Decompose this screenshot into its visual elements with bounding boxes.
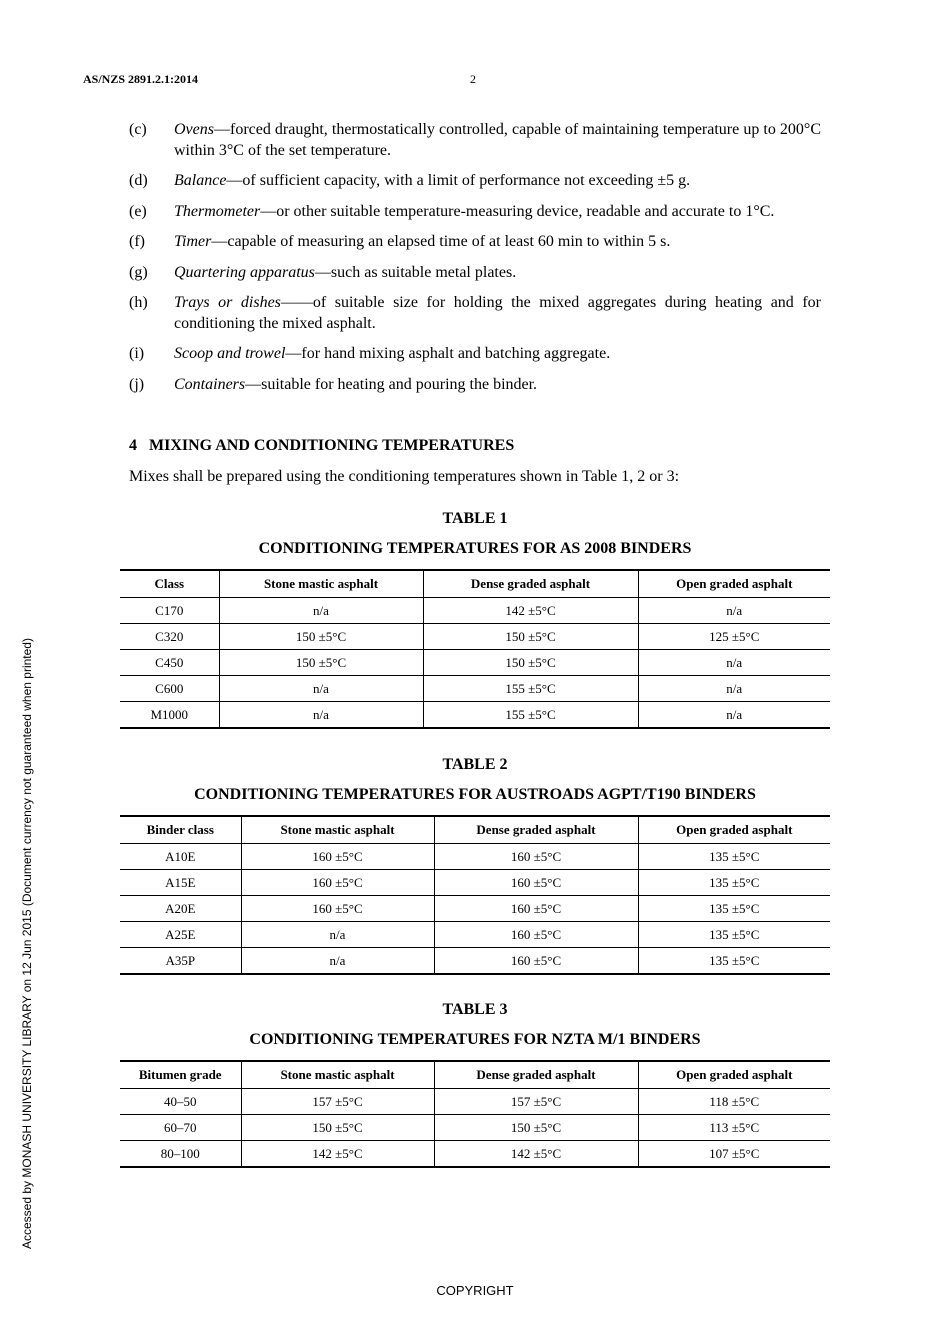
table-cell: M1000 [120,702,219,729]
column-header: Dense graded asphalt [434,816,638,844]
list-item: (h) Trays or dishes——of suitable size for holding the mixed aggregates during heating and for conditioning the mixed asphalt. [129,294,821,332]
item-text: —suitable for heating and pouring the binder. [245,375,538,393]
list-item: (d) Balance—of sufficient capacity, with a limit of performance not exceeding ±5 g. [129,172,691,189]
table-cell: 160 ±5°C [434,844,638,870]
table-cell: 142 ±5°C [423,598,638,624]
table-cell: n/a [638,650,830,676]
table-cell: 142 ±5°C [434,1141,638,1168]
column-header: Open graded asphalt [638,816,830,844]
table-header-row [120,816,830,844]
table-cell: n/a [219,598,423,624]
table-cell: n/a [219,676,423,702]
section-number: 4 [129,437,137,454]
column-header: Open graded asphalt [638,1061,830,1089]
table-cell: 135 ±5°C [638,844,830,870]
column-header: Dense graded asphalt [423,570,638,598]
table-1 [120,569,830,729]
table-cell: 160 ±5°C [434,896,638,922]
standard-number: AS/NZS 2891.2.1:2014 [83,72,199,86]
table-cell: 157 ±5°C [434,1089,638,1115]
table-cell: 160 ±5°C [241,896,434,922]
table-3-title: CONDITIONING TEMPERATURES FOR NZTA M/1 BINDERS [249,1031,701,1048]
table-cell: A20E [120,896,241,922]
table-2-title: CONDITIONING TEMPERATURES FOR AUSTROADS AGPT/T190 BINDERS [194,786,756,803]
table-cell: C450 [120,650,219,676]
table-cell: 155 ±5°C [423,702,638,729]
table-cell: 40–50 [120,1089,241,1115]
section-heading [129,437,514,455]
list-item: (g) Quartering apparatus—such as suitable metal plates. [129,263,517,281]
table-1-title: CONDITIONING TEMPERATURES FOR AS 2008 BINDERS [258,540,692,557]
table-cell: n/a [219,702,423,729]
table-cell: 135 ±5°C [638,922,830,948]
table-row [120,948,830,975]
column-header: Bitumen grade [120,1061,241,1089]
table-cell: n/a [241,922,434,948]
table-row [120,844,830,870]
list-item: (i) Scoop and trowel—for hand mixing asphalt and batching aggregate. [129,345,611,362]
table-row [120,702,830,729]
table-cell: 118 ±5°C [638,1089,830,1115]
table-row [120,1115,830,1141]
copyright-footer: COPYRIGHT [436,1283,514,1298]
list-item: (c) Ovens—forced draught, thermostatically controlled, capable of maintaining temperature up to 200°C within 3°C of the set temperature. [129,121,821,159]
item-text: —forced draught, thermostatically controlled, capable of maintaining temperature up to 200°C within 3°C of the set temperature. [174,121,821,159]
table-cell: C600 [120,676,219,702]
item-term: Scoop and trowel [174,345,286,362]
table-row [120,1089,830,1115]
table-cell: 150 ±5°C [423,624,638,650]
table-row [120,624,830,650]
table-cell: 150 ±5°C [423,650,638,676]
intro-paragraph: Mixes shall be prepared using the conditioning temperatures shown in Table 1, 2 or 3: [129,468,680,485]
table-cell: 60–70 [120,1115,241,1141]
table-cell: A25E [120,922,241,948]
access-watermark: Accessed by MONASH UNIVERSITY LIBRARY on 12 Jun 2015 (Document currency not guaranteed when printed) [20,638,34,1249]
table-cell: C170 [120,598,219,624]
table-cell: n/a [638,598,830,624]
table-1-label: TABLE 1 [442,510,508,527]
table-cell: 107 ±5°C [638,1141,830,1168]
table-2 [120,815,830,975]
table-cell: 155 ±5°C [423,676,638,702]
item-term: Trays or dishes [174,294,281,311]
table-cell: 160 ±5°C [241,870,434,896]
table-row [120,922,830,948]
table-cell: 150 ±5°C [241,1115,434,1141]
item-text: —such as suitable metal plates. [314,263,517,281]
table-cell: 125 ±5°C [638,624,830,650]
item-term: Quartering apparatus [174,263,315,281]
table-cell: 160 ±5°C [434,870,638,896]
table-row [120,676,830,702]
column-header: Binder class [120,816,241,844]
section-title: MIXING AND CONDITIONING TEMPERATURES [149,437,515,454]
item-text: —or other suitable temperature-measuring device, readable and accurate to 1°C. [260,202,775,220]
table-row [120,870,830,896]
item-term: Ovens [174,121,214,138]
table-3 [120,1060,830,1168]
column-header: Stone mastic asphalt [241,816,434,844]
table-cell: 150 ±5°C [219,624,423,650]
table-cell: 150 ±5°C [434,1115,638,1141]
table-cell: 135 ±5°C [638,896,830,922]
table-cell: n/a [241,948,434,975]
table-row [120,1141,830,1168]
item-text: —of sufficient capacity, with a limit of performance not exceeding ±5 g. [226,172,691,189]
column-header: Class [120,570,219,598]
table-cell: n/a [638,676,830,702]
item-term: Timer [174,233,212,250]
table-row [120,896,830,922]
table-header-row [120,570,830,598]
apparatus-list [129,120,821,405]
table-cell: 135 ±5°C [638,948,830,975]
table-cell: 80–100 [120,1141,241,1168]
column-header: Open graded asphalt [638,570,830,598]
list-item: (j) Containers—suitable for heating and pouring the binder. [129,375,538,393]
table-cell: A15E [120,870,241,896]
column-header: Stone mastic asphalt [241,1061,434,1089]
item-term: Thermometer [174,202,261,220]
item-term: Containers [174,375,246,393]
table-row [120,650,830,676]
table-cell: 160 ±5°C [241,844,434,870]
table-cell: A35P [120,948,241,975]
page-number: 2 [470,72,476,86]
list-item: (e) Thermometer—or other suitable temperature-measuring device, readable and accurate to 1°C. [129,202,775,220]
table-cell: 160 ±5°C [434,948,638,975]
item-text: —capable of measuring an elapsed time of at least 60 min to within 5 s. [211,233,671,250]
table-header-row [120,1061,830,1089]
table-cell: 160 ±5°C [434,922,638,948]
table-cell: C320 [120,624,219,650]
table-cell: 150 ±5°C [219,650,423,676]
table-2-label: TABLE 2 [442,756,508,773]
item-text: ——of suitable size for holding the mixed aggregates during heating and for conditioning the mixed asphalt. [174,294,821,332]
column-header: Dense graded asphalt [434,1061,638,1089]
table-cell: 135 ±5°C [638,870,830,896]
item-text: —for hand mixing asphalt and batching aggregate. [285,345,611,362]
table-cell: 142 ±5°C [241,1141,434,1168]
item-term: Balance [174,172,227,189]
table-cell: 113 ±5°C [638,1115,830,1141]
table-cell: 157 ±5°C [241,1089,434,1115]
column-header: Stone mastic asphalt [219,570,423,598]
table-cell: A10E [120,844,241,870]
table-cell: n/a [638,702,830,729]
table-row [120,598,830,624]
table-3-label: TABLE 3 [442,1001,508,1018]
list-item: (f) Timer—capable of measuring an elapsed time of at least 60 min to within 5 s. [129,233,671,250]
